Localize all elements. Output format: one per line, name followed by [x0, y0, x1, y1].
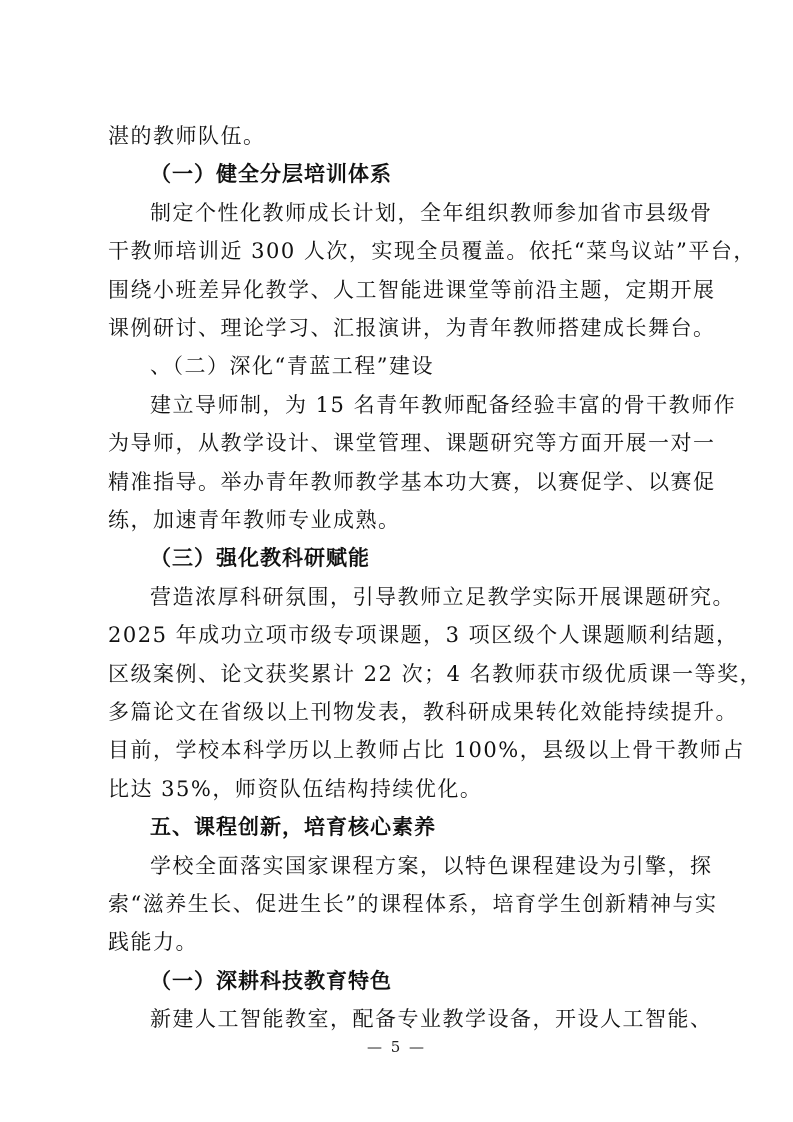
text-line: 制定个性化教师成长计划，全年组织教师参加省市县级骨 [150, 200, 713, 225]
text-line: 区级案例、论文获奖累计 22 次；4 名教师获市级优质课一等奖， [108, 661, 763, 686]
text-line: 学校全面落实国家课程方案，以特色课程建设为引擎，探 [150, 853, 713, 878]
text-line: 精准指导。举办青年教师教学基本功大赛，以赛促学、以赛促 [108, 469, 716, 494]
text-line: 比达 35%，师资队伍结构持续优化。 [108, 776, 483, 801]
text-line: 2025 年成功立项市级专项课题，3 项区级个人课题顺利结题， [108, 623, 739, 648]
text-line: 干教师培训近 300 人次，实现全员覆盖。依托“菜鸟议站”平台， [108, 239, 756, 264]
section-heading: （一）健全分层培训体系 [150, 162, 392, 187]
text-line: 索“滋养生长、促进生长”的课程体系，培育学生创新精神与实 [108, 892, 718, 916]
text-line: 湛的教师队伍。 [108, 124, 266, 148]
text-line: 练，加速青年教师专业成熟。 [108, 508, 401, 532]
page-number: — 5 — [366, 1038, 427, 1056]
text-line: 围绕小班差异化教学、人工智能进课堂等前沿主题，定期开展 [108, 277, 716, 302]
text-line: 课例研讨、理论学习、汇报演讲，为青年教师搭建成长舞台。 [108, 316, 716, 340]
chapter-heading: 五、课程创新，培育核心素养 [150, 815, 436, 840]
text-line: 多篇论文在省级以上刊物发表，教科研成果转化效能持续提升。 [108, 700, 738, 724]
text-line: 新建人工智能教室，配备专业教学设备，开设人工智能、 [150, 1007, 713, 1032]
section-heading: （一）深耕科技教育特色 [150, 968, 392, 993]
text-line: 践能力。 [108, 930, 198, 955]
text-line: 目前，学校本科学历以上教师占比 100%，县级以上骨干教师占 [108, 738, 745, 763]
text-line: 营造浓厚科研氛围，引导教师立足教学实际开展课题研究。 [150, 584, 735, 609]
text-line: 建立导师制，为 15 名青年教师配备经验丰富的骨干教师作 [150, 392, 737, 417]
section-heading: 、（二）深化“青蓝工程”建设 [150, 354, 434, 379]
text-line: 为导师，从教学设计、课堂管理、课题研究等方面开展一对一 [108, 431, 716, 456]
section-heading: （三）强化教科研赋能 [150, 546, 370, 571]
